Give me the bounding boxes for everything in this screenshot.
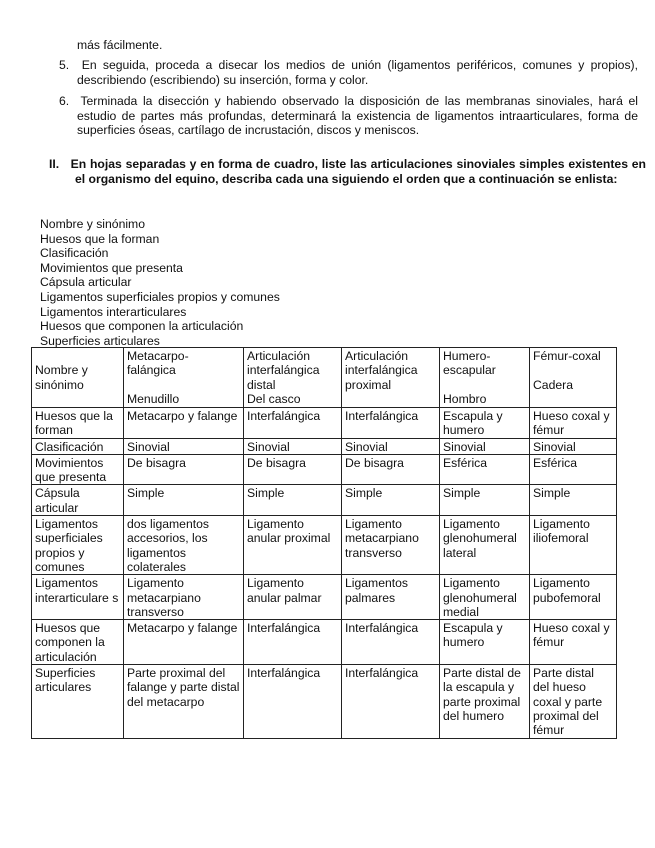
table-cell: Ligamento pubofemoral bbox=[530, 575, 617, 620]
table-cell: Simple bbox=[342, 485, 440, 516]
table-cell: Ligamento metacarpiano transverso bbox=[342, 516, 440, 575]
item-5-text: En seguida, proceda a disecar los medios de unión (ligamentos periféricos, comunes y propios), describiendo (escribiendo) su inserción, forma y color. bbox=[77, 58, 638, 87]
instruction-item-6 bbox=[59, 94, 638, 138]
table-cell: Interfalángica bbox=[342, 620, 440, 665]
table-cell: Interfalángica bbox=[342, 408, 440, 439]
table-cell: Interfalángica bbox=[244, 408, 342, 439]
table-cell: Ligamentos superficiales propios y comunes bbox=[32, 516, 124, 575]
list-item: Huesos que componen la articulación bbox=[40, 319, 244, 334]
table-row bbox=[32, 485, 617, 516]
header-cell: Articulación interfalángica distal Del casco bbox=[244, 348, 342, 408]
table-cell: Escapula y humero bbox=[440, 620, 530, 665]
table-cell: Simple bbox=[244, 485, 342, 516]
list-item: Ligamentos interarticulares bbox=[40, 304, 187, 319]
header-cell: Fémur-coxal Cadera bbox=[530, 348, 617, 408]
table-cell: Ligamento metacarpiano transverso bbox=[124, 575, 244, 620]
list-item: Ligamentos superficiales propios y comunes bbox=[40, 290, 280, 304]
table-cell: Superficies articulares bbox=[32, 665, 124, 738]
list-item: Huesos que la forman bbox=[40, 231, 160, 246]
table-row bbox=[32, 516, 617, 575]
header-cell: Humero- escapular Hombro bbox=[440, 348, 530, 408]
table-cell: Esférica bbox=[530, 454, 617, 485]
list-item: Clasificación bbox=[40, 246, 109, 261]
table-row bbox=[32, 454, 617, 485]
table-cell: Clasificación bbox=[32, 438, 124, 454]
table-cell: Sinovial bbox=[124, 438, 244, 454]
table-cell: Simple bbox=[440, 485, 530, 516]
table-cell: Hueso coxal y fémur bbox=[530, 620, 617, 665]
joints-table-body bbox=[32, 348, 617, 739]
item-6-text: Terminada la disección y habiendo observado la disposición de las membranas sinoviales, hará el estudio de partes más profundas, determinará la existencia de ligamentos intraarticulares, forma de superficies óseas, cartílago de incrustación, discos y meniscos. bbox=[77, 94, 638, 137]
section-2-number: II. bbox=[49, 157, 60, 171]
table-cell: Parte proximal del falange y parte distal del metacarpo bbox=[124, 665, 244, 738]
table-cell: Huesos que componen la articulación bbox=[32, 620, 124, 665]
joints-table-wrapper bbox=[31, 347, 617, 739]
list-item: Cápsula articular bbox=[40, 275, 132, 290]
table-cell: dos ligamentos accesorios, los ligamentos colaterales bbox=[124, 516, 244, 575]
table-cell: De bisagra bbox=[124, 454, 244, 485]
table-cell: Metacarpo y falange bbox=[124, 408, 244, 439]
table-cell: Hueso coxal y fémur bbox=[530, 408, 617, 439]
table-cell: Simple bbox=[530, 485, 617, 516]
table-cell: Metacarpo y falange bbox=[124, 620, 244, 665]
item-5-number: 5. bbox=[59, 58, 70, 72]
table-cell: Interfalángica bbox=[244, 620, 342, 665]
joints-table bbox=[31, 347, 617, 739]
header-cell: Nombre y sinónimo bbox=[32, 348, 124, 408]
table-row bbox=[32, 438, 617, 454]
list-item: Superficies articulares bbox=[40, 333, 160, 348]
table-row bbox=[32, 665, 617, 738]
table-row bbox=[32, 620, 617, 665]
instruction-item-5 bbox=[59, 58, 638, 87]
table-cell: Escapula y humero bbox=[440, 408, 530, 439]
list-item: Nombre y sinónimo bbox=[40, 217, 145, 231]
table-cell: Ligamento glenohumeral medial bbox=[440, 575, 530, 620]
table-cell: Simple bbox=[124, 485, 244, 516]
table-cell: De bisagra bbox=[244, 454, 342, 485]
header-cell: Metacarpo- falángica Menudillo bbox=[124, 348, 244, 408]
table-cell: Cápsula articular bbox=[32, 485, 124, 516]
table-row bbox=[32, 575, 617, 620]
section-2-heading bbox=[49, 157, 646, 186]
table-cell: Sinovial bbox=[530, 438, 617, 454]
table-cell: Ligamento anular palmar bbox=[244, 575, 342, 620]
section-2-text: En hojas separadas y en forma de cuadro, liste las articulaciones sinoviales simples existentes en el organismo del equino, describa cada una siguiendo el orden que a continuación se enlista: bbox=[70, 157, 647, 186]
intro-line: más fácilmente. bbox=[77, 38, 163, 52]
table-cell: Movimientos que presenta bbox=[32, 454, 124, 485]
table-cell: Sinovial bbox=[244, 438, 342, 454]
table-cell: De bisagra bbox=[342, 454, 440, 485]
table-cell: Ligamento iliofemoral bbox=[530, 516, 617, 575]
table-cell: Interfalángica bbox=[244, 665, 342, 738]
item-6-number: 6. bbox=[59, 94, 70, 108]
table-cell: Huesos que la forman bbox=[32, 408, 124, 439]
table-row bbox=[32, 408, 617, 439]
table-cell: Parte distal del hueso coxal y parte proximal del fémur bbox=[530, 665, 617, 738]
table-cell: Interfalángica bbox=[342, 665, 440, 738]
table-cell: Esférica bbox=[440, 454, 530, 485]
list-item: Movimientos que presenta bbox=[40, 260, 183, 275]
table-cell: Ligamento glenohumeral lateral bbox=[440, 516, 530, 575]
table-cell: Sinovial bbox=[342, 438, 440, 454]
table-cell: Parte distal de la escapula y parte proximal del humero bbox=[440, 665, 530, 738]
table-cell: Sinovial bbox=[440, 438, 530, 454]
table-header-row bbox=[32, 348, 617, 408]
table-cell: Ligamentos interarticulare s bbox=[32, 575, 124, 620]
header-cell: Articulación interfalángica proximal bbox=[342, 348, 440, 408]
table-cell: Ligamento anular proximal bbox=[244, 516, 342, 575]
table-cell: Ligamentos palmares bbox=[342, 575, 440, 620]
